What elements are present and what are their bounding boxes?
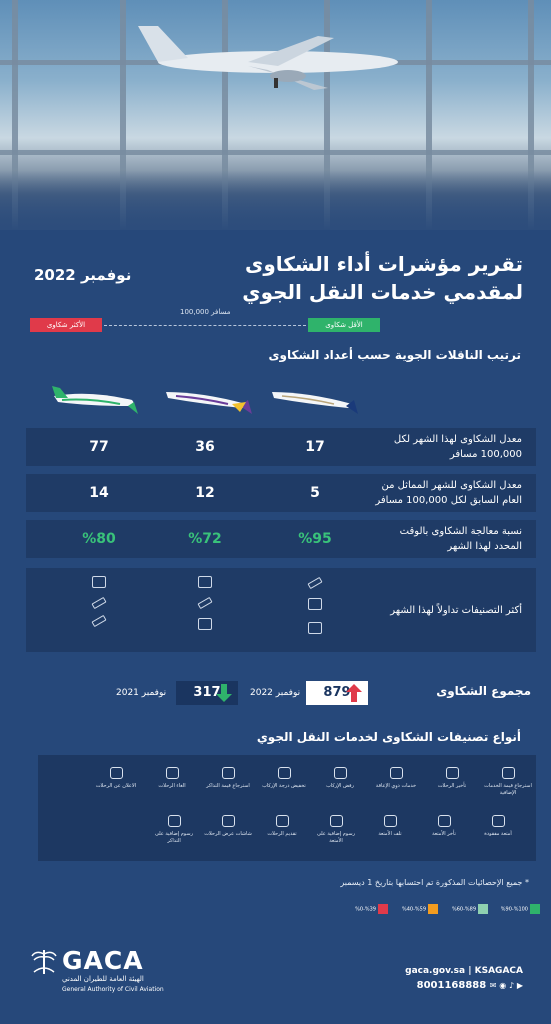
website-link[interactable]: gaca.gov.sa xyxy=(405,966,466,976)
legend-swatch xyxy=(478,904,488,914)
contact-info xyxy=(405,966,523,991)
category-item: رسوم إضافية على التذاكر xyxy=(148,815,200,845)
legend-item: %0-%39 xyxy=(355,904,388,915)
ranking-heading: ترتيب الناقلات الجوية حسب أعداد الشكاوى xyxy=(268,348,521,362)
categories-heading: أنواع تصنيفات الشكاوى لخدمات النقل الجوي xyxy=(256,730,521,744)
brand-name: GACA xyxy=(62,946,144,975)
megaphone-icon xyxy=(110,767,123,779)
arrow-up-icon xyxy=(346,684,362,702)
metric-value: %95 xyxy=(298,531,332,547)
top-categories-airline-2 xyxy=(170,576,240,642)
metric-value: 14 xyxy=(89,485,109,501)
legend-item: %40-%59 xyxy=(402,904,438,915)
ticket-refund-icon xyxy=(92,576,106,588)
legend-swatch xyxy=(428,904,438,914)
airplane-icon xyxy=(128,22,408,92)
wheelchair-icon xyxy=(390,767,403,779)
metric-value: 12 xyxy=(195,485,215,501)
display-screen-icon xyxy=(222,815,235,827)
damaged-baggage-icon xyxy=(384,815,397,827)
current-period: نوفمبر 2022 xyxy=(250,688,301,698)
terminal-seats xyxy=(0,170,551,230)
category-item: تقديم الرحلات xyxy=(256,815,308,838)
category-item: تلف الأمتعة xyxy=(364,815,416,838)
page-title xyxy=(223,250,523,306)
category-item: استرجاع قيمة الخدمات الإضافية xyxy=(482,767,534,797)
brand-english: General Authority of Civil Aviation xyxy=(62,986,164,993)
phone-number[interactable]: 8001168888 xyxy=(416,980,487,991)
category-item: استرجاع قيمة التذاكر xyxy=(202,767,254,790)
baggage-icon xyxy=(198,618,212,630)
flight-delay-icon xyxy=(446,767,459,779)
airline-plane-icon xyxy=(268,380,360,416)
totals-label: مجموع الشكاوى xyxy=(436,684,531,698)
current-total-value: 879 xyxy=(323,685,351,700)
legend-swatch xyxy=(378,904,388,914)
legend-item: %60-%89 xyxy=(452,904,488,915)
lost-baggage-icon xyxy=(492,815,505,827)
metric-value: %80 xyxy=(82,531,116,547)
palm-swords-icon xyxy=(28,946,60,978)
legend-item: %90-%100 xyxy=(501,904,540,915)
baggage-icon xyxy=(308,598,322,610)
metric-row xyxy=(26,428,536,466)
legend xyxy=(340,904,540,918)
title-line-2: لمقدمي خدمات النقل الجوي xyxy=(242,280,523,304)
brand-arabic: الهيئة العامة للطيران المدني xyxy=(62,975,144,983)
refund-services-icon xyxy=(502,767,515,779)
category-item: خدمات ذوي الإعاقة xyxy=(370,767,422,790)
social-handle[interactable]: KSAGACA xyxy=(474,966,523,976)
scale-line xyxy=(104,325,306,326)
title-line-1: تقرير مؤشرات أداء الشكاوى xyxy=(245,252,523,276)
category-item: رسوم إضافية على الأمتعة xyxy=(310,815,362,845)
category-item: الاعلان عن الرحلات xyxy=(90,767,142,790)
metric-value: %72 xyxy=(188,531,222,547)
category-item: شاشات عرض الرحلات xyxy=(202,815,254,838)
window-rail xyxy=(0,150,551,155)
legend-swatch xyxy=(530,904,540,914)
metric-value: 17 xyxy=(305,439,325,455)
downgrade-seat-icon xyxy=(278,767,291,779)
previous-total-value: 317 xyxy=(193,685,221,700)
category-item: أمتعة مفقودة xyxy=(472,815,524,838)
categories-panel xyxy=(38,755,536,861)
flight-advance-icon xyxy=(276,815,289,827)
flight-delay-icon xyxy=(91,597,106,609)
metric-label: معدل الشكاوى لهذا الشهر لكل 100,000 مسافر xyxy=(393,434,522,460)
previous-period: نوفمبر 2021 xyxy=(116,688,167,698)
category-item: تأخير الرحلات xyxy=(426,767,478,790)
ticket-refund-icon xyxy=(198,576,212,588)
flight-cancel-icon xyxy=(166,767,179,779)
metric-row xyxy=(26,520,536,558)
complaint-scale xyxy=(30,310,380,334)
hero-image xyxy=(0,0,551,230)
footnote: * جميع الإحصائيات المذكورة تم احتسابها بتاريخ 1 ديسمبر xyxy=(340,878,529,887)
top-categories-row xyxy=(26,568,536,652)
flight-cancel-icon xyxy=(91,615,106,627)
social-icons: ✉ ◉ ♪ ▶ xyxy=(489,981,523,990)
contact-line-1: gaca.gov.sa | KSAGACA xyxy=(405,966,523,976)
ticket-refund-icon xyxy=(222,767,235,779)
flight-cancel-icon xyxy=(197,597,212,609)
metric-value: 36 xyxy=(195,439,215,455)
metric-label: معدل الشكاوى للشهر المماثل من العام السابق لكل 100,000 مسافر xyxy=(375,480,522,506)
top-categories-label: أكثر التصنيفات تداولاً لهذا الشهر xyxy=(390,604,522,616)
gaca-logo xyxy=(28,946,164,993)
report-month: نوفمبر 2022 xyxy=(34,266,132,284)
ticket-icon xyxy=(307,577,322,589)
airline-plane-icon xyxy=(162,380,254,416)
contact-line-2 xyxy=(405,980,523,991)
airline-planes xyxy=(50,380,370,430)
metric-value: 5 xyxy=(310,485,320,501)
top-categories-airline-1 xyxy=(280,576,350,646)
least-complaints-badge: الأقل شكاوى xyxy=(308,318,380,332)
baggage-fees-icon xyxy=(330,815,343,827)
top-categories-airline-3 xyxy=(64,576,134,636)
metric-value: 77 xyxy=(89,439,109,455)
ticket-refund-icon xyxy=(308,622,322,634)
category-item: الغاء الرحلات xyxy=(146,767,198,790)
airline-plane-icon xyxy=(50,380,140,416)
ticket-fees-icon xyxy=(168,815,181,827)
category-item: رفض الإركاب xyxy=(314,767,366,790)
category-item: تأخر الأمتعة xyxy=(418,815,470,838)
metric-label: نسبة معالجة الشكاوى بالوقت المحدد لهذا الشهر xyxy=(399,526,522,552)
scale-mid-label: 100,000 مسافر xyxy=(180,308,231,316)
denied-boarding-icon xyxy=(334,767,347,779)
category-item: تخفيض درجة الإركاب xyxy=(258,767,310,790)
metric-row xyxy=(26,474,536,512)
arrow-down-icon xyxy=(216,684,232,702)
baggage-delay-icon xyxy=(438,815,451,827)
most-complaints-badge: الأكثر شكاوى xyxy=(30,318,102,332)
